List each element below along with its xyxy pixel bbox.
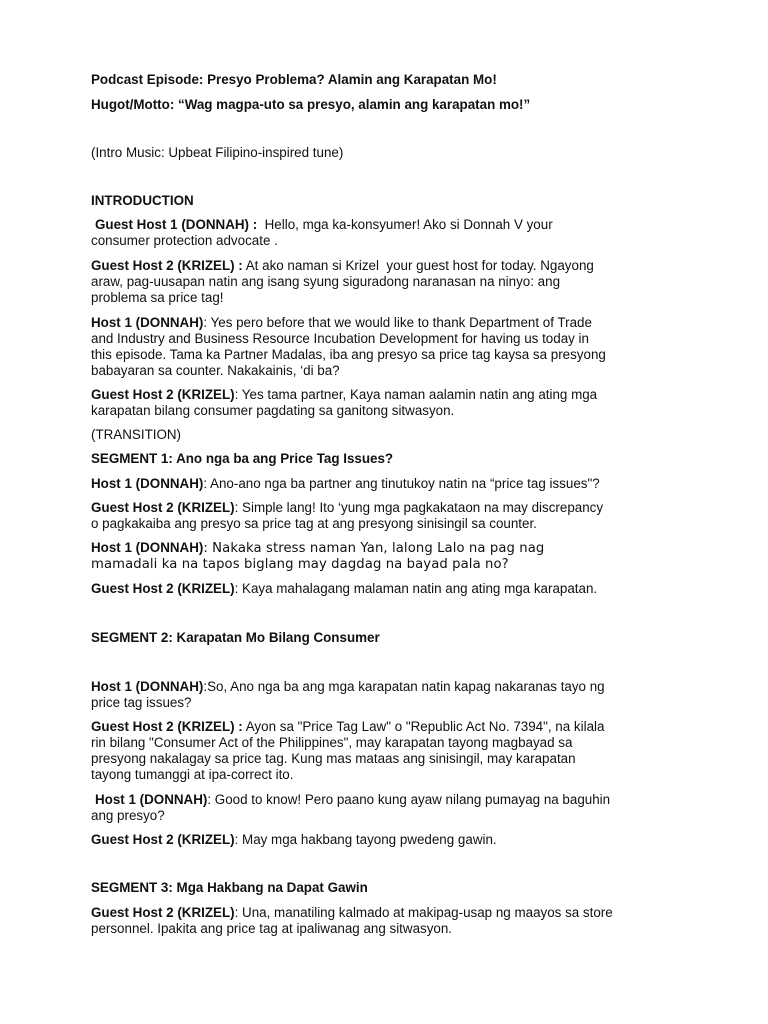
dialogue-text: : Kaya mahalagang malaman natin ang ating mga karapatan. bbox=[234, 581, 598, 596]
speaker-label: Host 1 (DONNAH) bbox=[91, 315, 204, 330]
dialogue-text: :So, Ano nga ba ang mga karapatan natin kapag nakaranas tayo ng price tag issues? bbox=[91, 679, 605, 710]
dialogue-text: : Ano-ano nga ba partner ang tinutukoy natin na “price tag issues"? bbox=[203, 476, 600, 491]
dialogue-text: : Yes tama partner, Kaya naman aalamin natin ang ating mga karapatan bilang consumer pagdating sa ganitong sitwasyon. bbox=[91, 387, 598, 418]
dialogue-text: : Good to know! Pero paano kung ayaw nilang pumayag na baguhin ang presyo? bbox=[91, 792, 611, 823]
speaker-label: Host 1 (DONNAH) bbox=[95, 792, 208, 807]
introduction-heading: INTRODUCTION bbox=[91, 193, 194, 208]
dialogue-paragraph bbox=[91, 905, 691, 937]
dialogue-paragraph bbox=[91, 217, 691, 249]
dialogue-paragraph bbox=[91, 679, 691, 711]
motto: Hugot/Motto: “Wag magpa-uto sa presyo, alamin ang karapatan mo!” bbox=[91, 97, 531, 112]
speaker-label: Host 1 (DONNAH) bbox=[91, 476, 204, 491]
dialogue-text: At ako naman si Krizel your guest host for today. Ngayong araw, pag-uusapan natin ang isang syung siguradong naranasan na ninyo: ang problema sa price tag! bbox=[91, 258, 594, 305]
dialogue-text: Ayon sa "Price Tag Law" o "Republic Act No. 7394", na kilala rin bilang "Consumer Act of the Philippines", may karapatan tayong magbayad sa presyong nakalagay sa price tag. Kung mas mataas ang sinisingil, may karapatan tayong tumanggi at ipa-correct ito. bbox=[91, 719, 605, 782]
speaker-label: Guest Host 2 (KRIZEL) bbox=[91, 581, 235, 596]
speaker-label: Guest Host 2 (KRIZEL) bbox=[91, 832, 235, 847]
dialogue-text: Hello, mga ka-konsyumer! Ako si Donnah V your consumer protection advocate . bbox=[91, 217, 553, 248]
speaker-label: Guest Host 2 (KRIZEL) bbox=[91, 905, 235, 920]
speaker-label: Guest Host 2 (KRIZEL) : bbox=[91, 258, 243, 273]
dialogue-text: : Yes pero before that we would like to thank Department of Trade and Industry and Business Resource Incubation Development for having us today in this episode. Tama ka Partner Madalas, iba ang presyo sa price tag kaysa sa presyong babayaran sa counter. Nakakainis, ‘di ba? bbox=[91, 315, 606, 378]
dialogue-text: : Simple lang! Ito ‘yung mga pagkakataon na may discrepancy o pagkakaiba ang presyo sa price tag at ang presyong sinisingil sa counter. bbox=[91, 500, 604, 531]
transition-note: (TRANSITION) bbox=[91, 427, 182, 442]
dialogue-text: : Nakaka stress naman Yan, lalong Lalo na pag nag bbox=[203, 541, 545, 556]
dialogue-paragraph bbox=[91, 476, 691, 492]
speaker-label: Guest Host 2 (KRIZEL) bbox=[91, 387, 235, 402]
dialogue-paragraph bbox=[91, 258, 691, 306]
speaker-label: Guest Host 2 (KRIZEL) : bbox=[91, 719, 243, 734]
dialogue-paragraph bbox=[91, 581, 691, 597]
dialogue-paragraph bbox=[91, 832, 691, 848]
dialogue-paragraph bbox=[91, 500, 691, 532]
dialogue-paragraph bbox=[91, 315, 691, 379]
episode-title: Podcast Episode: Presyo Problema? Alamin ang Karapatan Mo! bbox=[91, 72, 497, 87]
speaker-label: Host 1 (DONNAH) bbox=[91, 540, 204, 555]
intro-music-note: (Intro Music: Upbeat Filipino-inspired tune) bbox=[91, 145, 344, 160]
dialogue-paragraph bbox=[91, 387, 691, 419]
segment-2-heading: SEGMENT 2: Karapatan Mo Bilang Consumer bbox=[91, 630, 380, 645]
dialogue-text: : Una, manatiling kalmado at makipag-usap ng maayos sa store personnel. Ipakita ang price tag at ipaliwanag ang sitwasyon. bbox=[91, 905, 613, 936]
dialogue-text-continued: mamadali ka na tapos biglang may dagdag na bayad pala no? bbox=[91, 557, 509, 572]
segment-3-heading: SEGMENT 3: Mga Hakbang na Dapat Gawin bbox=[91, 880, 368, 895]
speaker-label: Host 1 (DONNAH) bbox=[91, 679, 204, 694]
dialogue-paragraph bbox=[91, 792, 691, 824]
speaker-label: Guest Host 1 (DONNAH) : bbox=[95, 217, 258, 232]
dialogue-paragraph bbox=[91, 719, 691, 783]
dialogue-text: : May mga hakbang tayong pwedeng gawin. bbox=[234, 832, 497, 847]
segment-1-heading: SEGMENT 1: Ano nga ba ang Price Tag Issues? bbox=[91, 451, 394, 466]
speaker-label: Guest Host 2 (KRIZEL) bbox=[91, 500, 235, 515]
dialogue-paragraph bbox=[91, 540, 691, 557]
